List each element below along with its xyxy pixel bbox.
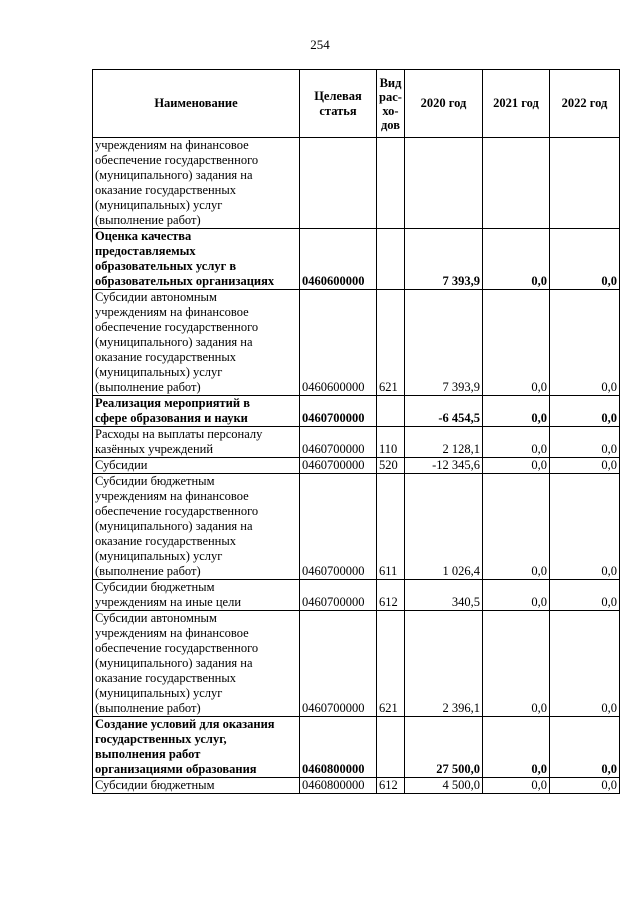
cell-name-line: образовательных услуг в	[95, 259, 237, 273]
cell-vid: 520	[377, 458, 405, 474]
cell-name-line: Субсидии автономным	[95, 290, 217, 304]
table-body	[93, 138, 620, 794]
cell-name-line: Субсидии автономным	[95, 611, 217, 625]
header-target: Целевая статья	[300, 70, 377, 138]
cell-2020	[405, 138, 483, 229]
cell-vid: 612	[377, 778, 405, 794]
cell-2021: 0,0	[483, 474, 550, 580]
table-row	[93, 396, 620, 427]
cell-2020: 2 128,1	[405, 427, 483, 458]
cell-2022: 0,0	[550, 474, 620, 580]
cell-name-line: учреждениям на финансовое	[95, 489, 249, 503]
cell-2022: 0,0	[550, 778, 620, 794]
header-vid	[377, 70, 405, 138]
cell-2022: 0,0	[550, 396, 620, 427]
cell-name	[93, 290, 300, 396]
cell-vid: 621	[377, 290, 405, 396]
table-row	[93, 778, 620, 794]
cell-vid: 612	[377, 580, 405, 611]
cell-2022: 0,0	[550, 580, 620, 611]
cell-name-line: образовательных организациях	[95, 274, 275, 288]
cell-name	[93, 458, 300, 474]
cell-name-line: организациями образования	[95, 762, 257, 776]
cell-vid: 110	[377, 427, 405, 458]
cell-2021: 0,0	[483, 229, 550, 290]
cell-vid	[377, 396, 405, 427]
header-vid-line: хо-	[382, 103, 399, 118]
cell-2020: 1 026,4	[405, 474, 483, 580]
cell-vid: 621	[377, 611, 405, 717]
cell-name-line: (муниципального) задания на	[95, 335, 253, 349]
cell-name-line: оказание государственных	[95, 350, 237, 364]
cell-name-line: (муниципальных) услуг	[95, 198, 223, 212]
cell-2020: 340,5	[405, 580, 483, 611]
budget-table	[92, 69, 620, 794]
cell-name-line: (муниципальных) услуг	[95, 549, 223, 563]
cell-name-line: казённых учреждений	[95, 442, 214, 456]
table-row	[93, 427, 620, 458]
cell-name-line: предоставляемых	[95, 244, 196, 258]
cell-name-line: учреждениям на иные цели	[95, 595, 242, 609]
cell-target: 0460700000	[300, 396, 377, 427]
cell-name-line: оказание государственных	[95, 534, 237, 548]
cell-vid	[377, 717, 405, 778]
cell-name	[93, 229, 300, 290]
table-header-row	[93, 70, 620, 138]
cell-target: 0460800000	[300, 717, 377, 778]
cell-2022: 0,0	[550, 427, 620, 458]
cell-name-line: обеспечение государственного	[95, 320, 259, 334]
table-row	[93, 611, 620, 717]
cell-target: 0460600000	[300, 290, 377, 396]
cell-name-line: Оценка качества	[95, 229, 192, 243]
cell-name-line: обеспечение государственного	[95, 504, 259, 518]
cell-name-line: Расходы на выплаты персоналу	[95, 427, 263, 441]
table-row	[93, 458, 620, 474]
cell-2021: 0,0	[483, 580, 550, 611]
table-row	[93, 290, 620, 396]
cell-name-line: (муниципального) задания на	[95, 656, 253, 670]
header-2021: 2021 год	[483, 70, 550, 138]
cell-2021: 0,0	[483, 717, 550, 778]
header-2022: 2022 год	[550, 70, 620, 138]
cell-vid	[377, 138, 405, 229]
cell-name-line: (муниципального) задания на	[95, 168, 253, 182]
cell-name-line: (муниципальных) услуг	[95, 686, 223, 700]
table-row	[93, 229, 620, 290]
cell-name	[93, 138, 300, 229]
cell-name-line: (выполнение работ)	[95, 564, 201, 578]
cell-target: 0460700000	[300, 458, 377, 474]
cell-name-line: учреждениям на финансовое	[95, 305, 249, 319]
cell-name	[93, 580, 300, 611]
cell-2022: 0,0	[550, 717, 620, 778]
cell-2022: 0,0	[550, 611, 620, 717]
cell-name-line: учреждениям на финансовое	[95, 626, 249, 640]
cell-name-line: учреждениям на финансовое	[95, 138, 249, 152]
table-row	[93, 138, 620, 229]
header-vid-line: дов	[380, 117, 400, 132]
header-name: Наименование	[93, 70, 300, 138]
cell-2020: 27 500,0	[405, 717, 483, 778]
cell-2021: 0,0	[483, 778, 550, 794]
cell-name-line: (выполнение работ)	[95, 380, 201, 394]
cell-2020: 7 393,9	[405, 290, 483, 396]
cell-2021: 0,0	[483, 290, 550, 396]
cell-2020: 4 500,0	[405, 778, 483, 794]
cell-name-line: (муниципальных) услуг	[95, 365, 223, 379]
header-vid-line: Вид	[379, 75, 402, 90]
cell-2020: 2 396,1	[405, 611, 483, 717]
cell-name	[93, 778, 300, 794]
cell-2020: -6 454,5	[405, 396, 483, 427]
cell-name-line: обеспечение государственного	[95, 641, 259, 655]
cell-name	[93, 396, 300, 427]
table-row	[93, 580, 620, 611]
cell-name-line: оказание государственных	[95, 183, 237, 197]
cell-2021: 0,0	[483, 458, 550, 474]
cell-name-line: (выполнение работ)	[95, 213, 201, 227]
cell-2021: 0,0	[483, 611, 550, 717]
header-vid-line: рас-	[379, 89, 402, 104]
cell-name-line: Реализация мероприятий в	[95, 396, 250, 410]
page-number: 254	[310, 37, 330, 52]
cell-target: 0460600000	[300, 229, 377, 290]
cell-name-line: Субсидии бюджетным	[95, 474, 215, 488]
cell-2020: 7 393,9	[405, 229, 483, 290]
cell-target: 0460800000	[300, 778, 377, 794]
cell-2022: 0,0	[550, 229, 620, 290]
cell-name	[93, 474, 300, 580]
cell-name-line: обеспечение государственного	[95, 153, 259, 167]
header-2020: 2020 год	[405, 70, 483, 138]
cell-name-line: Субсидии	[95, 458, 148, 472]
cell-name	[93, 427, 300, 458]
cell-2020: -12 345,6	[405, 458, 483, 474]
cell-name-line: оказание государственных	[95, 671, 237, 685]
cell-target: 0460700000	[300, 580, 377, 611]
cell-name-line: Субсидии бюджетным	[95, 778, 215, 792]
cell-2021: 0,0	[483, 396, 550, 427]
cell-name-line: сфере образования и науки	[95, 411, 248, 425]
cell-name-line: выполнения работ	[95, 747, 201, 761]
table-row	[93, 474, 620, 580]
cell-vid: 611	[377, 474, 405, 580]
cell-name	[93, 611, 300, 717]
cell-2021: 0,0	[483, 427, 550, 458]
cell-name-line: государственных услуг,	[95, 732, 227, 746]
cell-vid	[377, 229, 405, 290]
cell-target: 0460700000	[300, 611, 377, 717]
cell-name-line: Создание условий для оказания	[95, 717, 275, 731]
table-row	[93, 717, 620, 778]
cell-2022: 0,0	[550, 458, 620, 474]
cell-2022	[550, 138, 620, 229]
cell-name-line: (муниципального) задания на	[95, 519, 253, 533]
cell-2022: 0,0	[550, 290, 620, 396]
cell-name	[93, 717, 300, 778]
cell-name-line: Субсидии бюджетным	[95, 580, 215, 594]
cell-target: 0460700000	[300, 427, 377, 458]
cell-target	[300, 138, 377, 229]
cell-name-line: (выполнение работ)	[95, 701, 201, 715]
cell-2021	[483, 138, 550, 229]
cell-target: 0460700000	[300, 474, 377, 580]
